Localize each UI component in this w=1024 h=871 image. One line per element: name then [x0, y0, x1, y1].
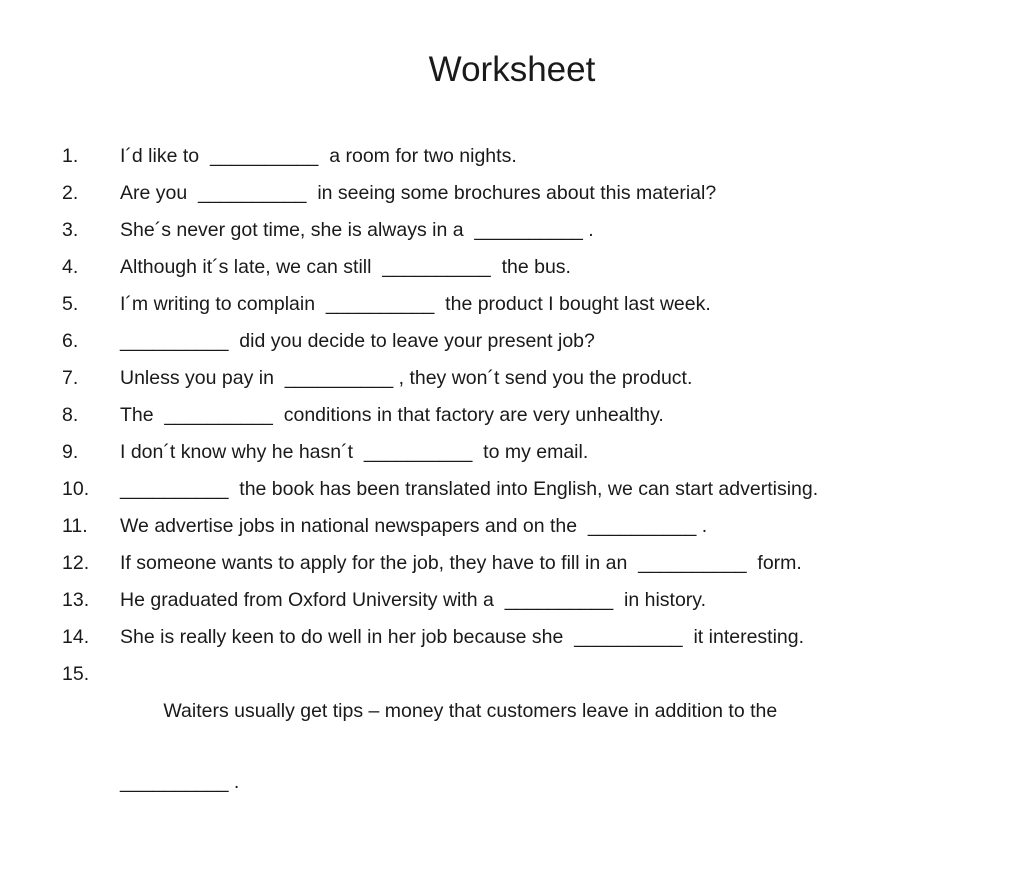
item-text: She´s never got time, she is always in a __________ .	[120, 219, 594, 241]
item-text: Although it´s late, we can still __________ the bus.	[120, 256, 571, 278]
list-item	[62, 212, 982, 249]
item-text: __________ the book has been translated into English, we can start advertising.	[120, 478, 819, 500]
item-text: __________ did you decide to leave your present job?	[120, 330, 595, 352]
item-number: 11.	[62, 515, 88, 537]
item-text: If someone wants to apply for the job, they have to fill in an __________ form.	[120, 552, 802, 574]
item-number: 15.	[62, 663, 90, 685]
item-number: 3.	[62, 219, 79, 241]
list-item	[62, 508, 982, 545]
item-text-block	[120, 656, 982, 871]
item-number: 12.	[62, 552, 90, 574]
item-number: 2.	[62, 182, 79, 204]
list-item	[62, 138, 982, 175]
list-item	[62, 619, 982, 656]
item-number: 5.	[62, 293, 79, 315]
list-item	[62, 656, 982, 871]
list-item	[62, 397, 982, 434]
item-number: 13.	[62, 589, 90, 611]
list-item	[62, 360, 982, 397]
item-text: She is really keen to do well in her job because she __________ it interesting.	[120, 626, 805, 648]
item-text: We advertise jobs in national newspapers and on the __________ .	[120, 515, 708, 537]
list-item	[62, 249, 982, 286]
item-text: He graduated from Oxford University with a __________ in history.	[120, 589, 707, 611]
page-title: Worksheet	[428, 50, 596, 89]
list-item	[62, 175, 982, 212]
list-item	[62, 582, 982, 619]
list-item	[62, 323, 982, 360]
question-list	[62, 138, 982, 871]
list-item	[62, 471, 982, 508]
item-number: 8.	[62, 404, 79, 426]
item-text: Unless you pay in __________ , they won´t send you the product.	[120, 367, 693, 389]
item-number: 9.	[62, 441, 79, 463]
item-text: I don´t know why he hasn´t __________ to my email.	[120, 441, 589, 463]
item-text: Waiters usually get tips – money that customers leave in addition to the	[163, 700, 778, 722]
item-number: 1.	[62, 145, 79, 167]
list-item	[62, 286, 982, 323]
item-number: 7.	[62, 367, 79, 389]
item-text: I´m writing to complain __________ the product I bought last week.	[120, 293, 711, 315]
item-number: 4.	[62, 256, 79, 278]
item-text: I´d like to __________ a room for two nights.	[120, 145, 517, 167]
item-number: 6.	[62, 330, 79, 352]
item-text: The __________ conditions in that factory are very unhealthy.	[120, 404, 664, 426]
list-item	[62, 545, 982, 582]
item-number: 10.	[62, 478, 90, 500]
item-text-continuation: __________ .	[120, 771, 240, 793]
list-item	[62, 434, 982, 471]
item-text: Are you __________ in seeing some brochures about this material?	[120, 182, 717, 204]
item-number: 14.	[62, 626, 90, 648]
